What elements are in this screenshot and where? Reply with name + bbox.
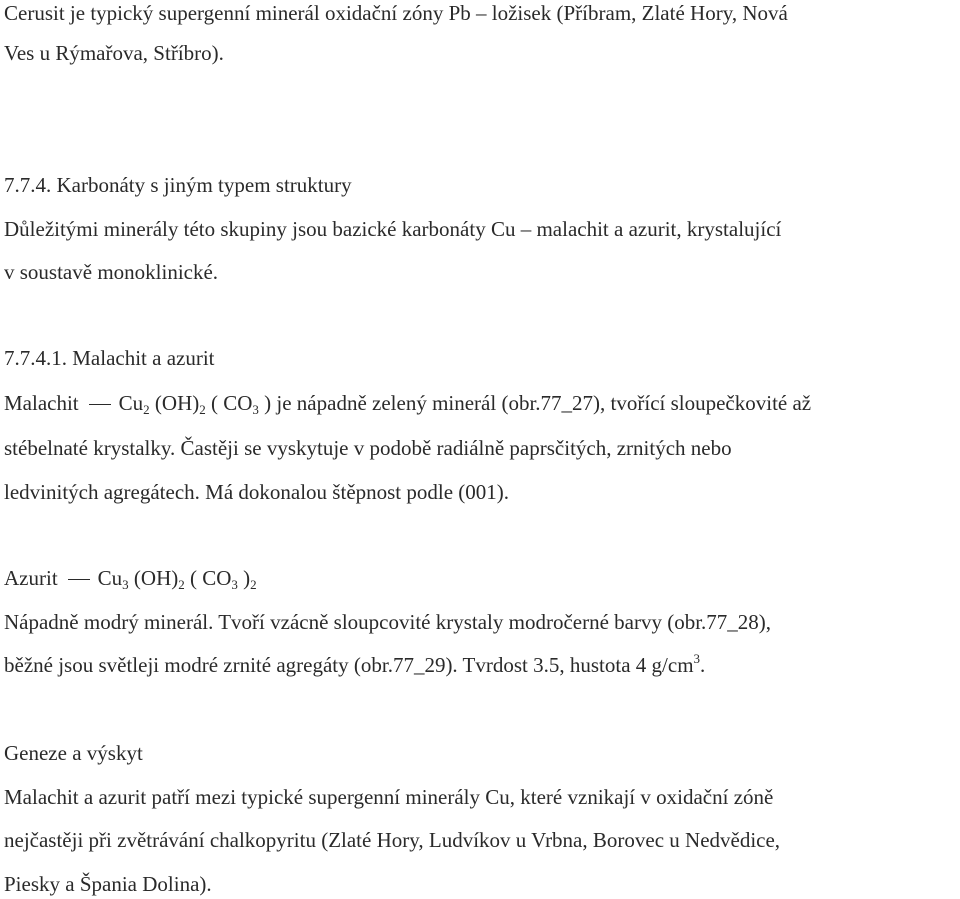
azurit-line-1: Nápadně modrý minerál. Tvoří vzácně sloupcovité krystaly modročerné barvy (obr.77_28), [4,610,772,634]
malachit-line-1 [4,390,811,419]
formula-oh: (OH) [154,391,200,415]
formula-cu: Cu [118,391,144,415]
geneze-line-1: Malachit a azurit patří mezi typické supergenní minerály Cu, které vznikají v oxidační zóně [4,785,774,809]
formula-co: ( CO [190,566,232,590]
azurit-name: Azurit [4,566,58,590]
unit-superscript: 3 [693,651,701,666]
geneze-line-2: nejčastěji při zvětrávání chalkopyritu (Zlaté Hory, Ludvíkov u Vrbna, Borovec u Nedvědice, [4,828,781,852]
geneze-line-3: Piesky a Špania Dolina). [4,872,212,896]
malachit-name: Malachit [4,391,79,415]
formula-oh-subscript: 2 [178,577,185,592]
formula-close-subscript: 2 [250,577,257,592]
malachit-formula [119,391,272,415]
formula-close-paren: ) [264,391,272,415]
azurit-formula-line [4,565,257,594]
formula-oh-subscript: 2 [199,402,206,417]
formula-co: ( CO [210,391,253,415]
formula-co-subscript: 3 [252,402,259,417]
section-774-line-1: Důležitými minerály této skupiny jsou bazické karbonáty Cu – malachit a azurit, krystalující [4,217,782,241]
malachit-line-2: stébelnaté krystalky. Častěji se vyskytuje v podobě radiálně paprsčitých, zrnitých nebo [4,436,732,460]
dash-separator [68,579,90,580]
section-774-heading: 7.7.4. Karbonáty s jiným typem struktury [4,173,352,197]
formula-close-paren: ) [243,566,251,590]
formula-cu-subscript: 2 [143,402,150,417]
azurit-line-2 [4,652,705,681]
section-774-line-2: v soustavě monoklinické. [4,260,219,284]
malachit-line-1-text: je nápadně zelený minerál (obr.77_27), tvořící sloupečkovité až [276,391,812,415]
cerusit-line-1: Cerusit je typický supergenní minerál oxidační zóny Pb – ložisek (Příbram, Zlaté Hory, Nová [4,1,788,25]
geneze-heading: Geneze a výskyt [4,741,143,765]
azurit-line-2-end: . [700,653,706,677]
dash-separator [89,404,111,405]
malachit-line-3: ledvinitých agregátech. Má dokonalou štěpnost podle (001). [4,480,510,504]
formula-oh: (OH) [133,566,179,590]
cerusit-line-2: Ves u Rýmařova, Stříbro). [4,41,224,65]
formula-cu-subscript: 3 [122,577,129,592]
formula-cu: Cu [97,566,123,590]
azurit-line-2-text: běžné jsou světleji modré zrnité agregáty (obr.77_29). Tvrdost 3.5, hustota 4 g/cm [4,653,694,677]
section-7741-heading: 7.7.4.1. Malachit a azurit [4,346,215,370]
formula-co-subscript: 3 [231,577,238,592]
azurit-formula [98,566,257,590]
